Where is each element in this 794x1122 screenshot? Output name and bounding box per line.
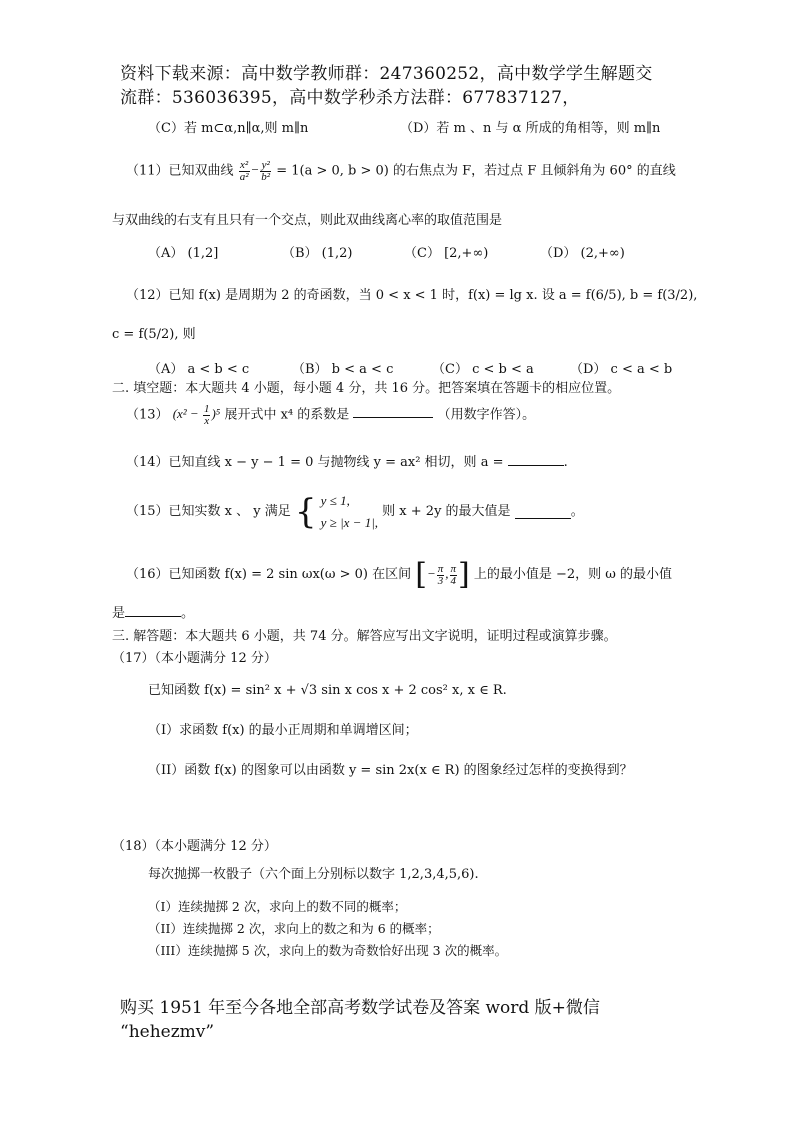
- q16-interval: − $\frac{\pi}{3}$ , $\frac{\pi}{4}$: [426, 562, 457, 587]
- q15-constraints: [321, 490, 378, 534]
- right-bracket: ]: [458, 557, 470, 592]
- q10-option-d: （D）若 m 、n 与 α 所成的角相等，则 m∥n: [400, 121, 661, 136]
- q13-answer-blank: [353, 405, 433, 418]
- q17-title: （17）（本小题满分 12 分）: [112, 651, 277, 666]
- q17-stem: 已知函数 f(x) = sin² x + √3 sin x cos x + 2 cos² x, x ∈ R.: [148, 683, 507, 698]
- q18-title: （18）（本小题满分 12 分）: [112, 839, 277, 854]
- q12-line-2: c = f(5/2), 则: [112, 327, 196, 342]
- q15-text: 则 x + 2y 的最大值是: [382, 504, 511, 519]
- q15-answer-blank: [515, 506, 571, 519]
- q16-prefix: （16）已知函数 f(x) = 2 sin ωx(ω > 0) 在区间: [126, 567, 412, 582]
- q12-option-b: （B） b < a < c: [292, 362, 394, 377]
- question-13: [126, 404, 535, 427]
- section-2-heading: 二. 填空题：本大题共 4 小题，每小题 4 分，共 16 分。把答案填在答题卡的相应位置。: [112, 381, 621, 396]
- q15-constraint-1: y ≤ 1,: [320, 493, 350, 508]
- q12-option-c: （C） c < b < a: [432, 362, 534, 377]
- q12-option-d: （D） c < a < b: [570, 362, 673, 377]
- q15-constraint-2: y ≥ |x − 1|,: [320, 515, 379, 530]
- footer-line-1: 购买 1951 年至今各地全部高考数学试卷及答案 word 版+微信: [120, 998, 600, 1018]
- q14-answer-blank: [508, 453, 564, 466]
- left-bracket: [: [415, 557, 427, 592]
- q16-suffix: 。: [181, 606, 195, 621]
- q12-option-a: （A） a < b < c: [148, 362, 250, 377]
- q11-prefix: （11）已知双曲线: [126, 163, 234, 179]
- q11-option-b: （B） (1,2): [282, 246, 353, 261]
- q18-part-1: （I）连续抛掷 2 次，求向上的数不同的概率；: [148, 899, 407, 914]
- q14-text: （14）已知直线 x − y − 1 = 0 与抛物线 y = ax² 相切，则 a =: [126, 455, 504, 470]
- q11-option-c: （C） [2,+∞): [404, 246, 489, 261]
- footer-line-2: “hehezmv”: [120, 1022, 215, 1042]
- q13-suffix: （用数字作答）。: [437, 407, 536, 423]
- frac-pi-4: $\frac{\pi}{4}$: [450, 562, 457, 587]
- q13-text: 展开式中 x⁴ 的系数是: [224, 407, 350, 423]
- q15-suffix: 。: [570, 504, 584, 519]
- q10-option-c: （C）若 m⊂α,n∥α,则 m∥n: [148, 121, 309, 136]
- q11-option-d: （D） (2,+∞): [540, 246, 625, 261]
- q11-option-a: （A） (1,2]: [148, 246, 219, 261]
- q16-text: 上的最小值是 −2，则 ω 的最小值: [473, 567, 673, 582]
- question-15: [126, 490, 584, 534]
- q18-stem: 每次抛掷一枚骰子（六个面上分别标以数字 1,2,3,4,5,6).: [148, 867, 479, 882]
- q11-condition: = 1(a > 0, b > 0) 的右焦点为 F，若过点 F 且倾斜角为 60° 的直线: [272, 163, 676, 179]
- frac-pi-3: $\frac{\pi}{3}$: [437, 562, 444, 587]
- q18-part-2: （II）连续抛掷 2 次，求向上的数之和为 6 的概率；: [148, 921, 440, 936]
- question-14: [126, 453, 568, 472]
- q11-line-2: 与双曲线的右支有且只有一个交点，则此双曲线离心率的取值范围是: [112, 213, 503, 228]
- q18-part-3: （III）连续抛掷 5 次，求向上的数为奇数恰好出现 3 次的概率。: [148, 943, 508, 958]
- q16-line-2: [112, 604, 194, 623]
- q16-answer-blank: [125, 604, 181, 617]
- source-header-line-1: 资料下载来源：高中数学教师群：247360252，高中数学学生解题交: [120, 64, 653, 84]
- q14-suffix: .: [563, 455, 568, 470]
- q11-hyperbola-equation: $\frac{\text{x²}}{\text{a²}}$ − $\frac{\text{y²}}{\text{b²}}$: [239, 159, 271, 183]
- q13-binomial: (x² − $\frac{1}{x}$ )⁵: [172, 403, 221, 427]
- question-11: [126, 160, 676, 183]
- q16-line-2-text: 是: [112, 606, 126, 621]
- question-16: [126, 557, 673, 592]
- q17-part-2: （II）函数 f(x) 的图象可以由函数 y = sin 2x(x ∈ R) 的图象经过怎样的变换得到？: [148, 763, 633, 778]
- left-brace: {: [294, 492, 317, 532]
- frac-y2-b2: $\frac{\text{y²}}{\text{b²}}$: [261, 159, 271, 183]
- q12-line-1: （12）已知 f(x) 是周期为 2 的奇函数，当 0 < x < 1 时，f(x) = lg x. 设 a = f(6/5), b = f(3/2),: [126, 288, 698, 303]
- q13-prefix: （13）: [126, 407, 169, 423]
- source-header-line-2: 流群：536036395，高中数学秒杀方法群：677837127，: [120, 88, 580, 108]
- section-3-heading: 三. 解答题：本大题共 6 小题，共 74 分。解答应写出文字说明，证明过程或演算步骤。: [112, 629, 617, 644]
- frac-1-x: $\frac{1}{x}$: [203, 403, 210, 427]
- q15-prefix: （15）已知实数 x 、 y 满足: [126, 504, 291, 519]
- q17-part-1: （I）求函数 f(x) 的最小正周期和单调增区间；: [148, 723, 418, 738]
- frac-x2-a2: $\frac{\text{x²}}{\text{a²}}$: [239, 159, 249, 183]
